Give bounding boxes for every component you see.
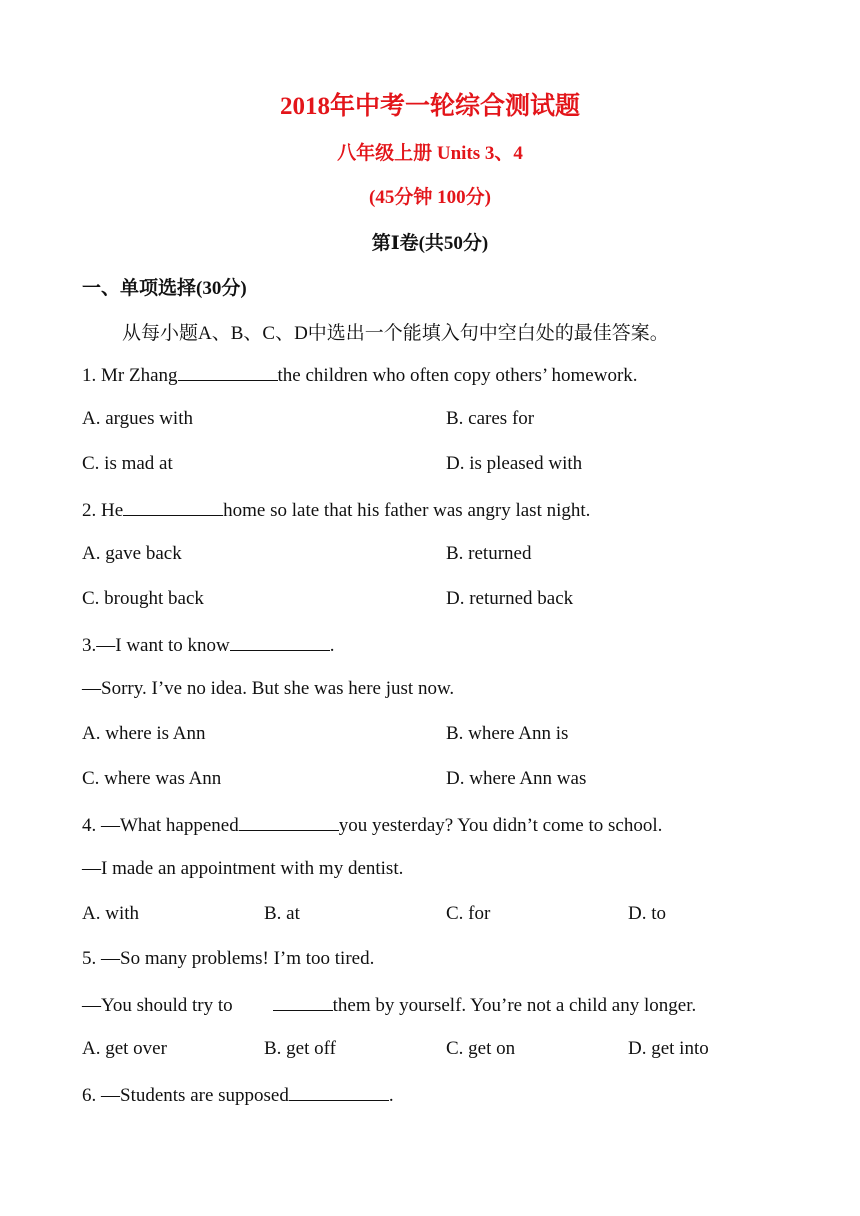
question-5-stem: 5. —So many problems! I’m too tired.: [82, 948, 375, 969]
question-2-option-a: A. gave back: [82, 543, 182, 564]
answer-blank: [239, 813, 339, 831]
question-1-stem: [82, 363, 638, 387]
question-2-stem: [82, 498, 590, 522]
question-4-option-c: C. for: [446, 903, 491, 924]
question-stem-text: 3.—I want to know: [82, 635, 230, 656]
question-stem-text: 2. He: [82, 500, 124, 521]
question-2-option-c: C. brought back: [82, 588, 204, 609]
question-stem-text: 6. —Students are supposed: [82, 1085, 289, 1106]
question-stem-text: .: [329, 635, 335, 656]
question-3-option-c: C. where was Ann: [82, 768, 222, 789]
part-heading: 第Ⅰ卷(共50分): [371, 233, 489, 254]
question-3-stem: [82, 633, 335, 657]
section-heading: 一、单项选择(30分): [82, 278, 247, 299]
question-5-option-d: D. get into: [628, 1038, 709, 1059]
question-stem-text: .: [388, 1085, 394, 1106]
question-6-stem: [82, 1083, 394, 1107]
question-1-option-c: C. is mad at: [82, 453, 173, 474]
question-1-option-b: B. cares for: [446, 408, 535, 429]
question-3-option-b: B. where Ann is: [446, 723, 569, 744]
question-3-reply: —Sorry. I’ve no idea. But she was here just now.: [82, 678, 455, 699]
question-reply-text: —You should try to: [82, 995, 233, 1016]
question-stem-text: 1. Mr Zhang: [82, 365, 178, 386]
question-4-reply: —I made an appointment with my dentist.: [82, 858, 404, 879]
question-3-option-a: A. where is Ann: [82, 723, 206, 744]
question-stem-text: 4. —What happened: [82, 815, 239, 836]
question-3-option-d: D. where Ann was: [446, 768, 587, 789]
question-stem-text: home so late that his father was angry last night.: [223, 500, 591, 521]
question-5-option-b: B. get off: [264, 1038, 336, 1059]
answer-blank: [178, 363, 278, 381]
question-2-option-b: B. returned: [446, 543, 532, 564]
question-5-reply: [82, 993, 696, 1017]
answer-blank: [289, 1083, 389, 1101]
question-1-option-d: D. is pleased with: [446, 453, 583, 474]
question-4-stem: [82, 813, 662, 837]
exam-time-score: (45分钟 100分): [369, 187, 491, 208]
question-5-option-c: C. get on: [446, 1038, 516, 1059]
question-4-option-a: A. with: [82, 903, 139, 924]
question-4-option-d: D. to: [628, 903, 666, 924]
answer-blank: [230, 633, 330, 651]
question-1-option-a: A. argues with: [82, 408, 193, 429]
question-stem-text: you yesterday? You didn’t come to school.: [338, 815, 663, 836]
exam-subtitle: 八年级上册 Units 3、4: [337, 143, 523, 164]
exam-title: 2018年中考一轮综合测试题: [279, 93, 580, 120]
question-reply-text: them by yourself. You’re not a child any longer.: [332, 995, 697, 1016]
section-instruction: 从每小题A、B、C、D中选出一个能填入句中空白处的最佳答案。: [122, 323, 669, 344]
answer-blank: [273, 993, 333, 1011]
question-4-option-b: B. at: [264, 903, 300, 924]
question-5-option-a: A. get over: [82, 1038, 167, 1059]
answer-blank: [123, 498, 223, 516]
question-stem-text: the children who often copy others’ homework.: [277, 365, 638, 386]
question-2-option-d: D. returned back: [446, 588, 574, 609]
